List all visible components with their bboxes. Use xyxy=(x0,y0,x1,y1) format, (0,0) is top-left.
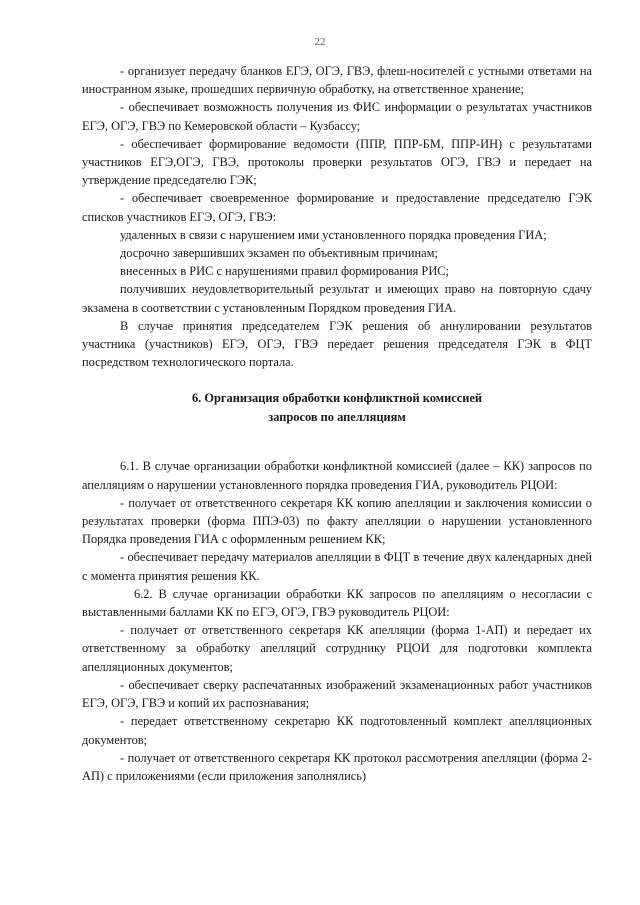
paragraph: - обеспечивает передачу материалов апелляции в ФЦТ в течение двух календарных дней с момента принятия решения КК. xyxy=(82,550,592,583)
section-5-text xyxy=(82,62,592,371)
paragraph: - передает ответственному секретарю КК подготовленный комплект апелляционных документов; xyxy=(82,714,592,747)
section-heading-line-2: запросов по апелляциям xyxy=(268,410,406,425)
paragraph: - получает от ответственного секретаря КК копию апелляции и заключения комиссии о результатах проверки (форма ППЭ-03) по факту апелляции о нарушении установленного Порядка проведения ГИА с оформленным решением КК; xyxy=(82,495,592,547)
paragraph: - получает от ответственного секретаря КК апелляции (форма 1-АП) и передает их ответственному за обработку апелляций сотруднику РЦОИ для подготовки комплекта апелляционных документов; xyxy=(82,623,592,674)
section-6-text xyxy=(82,457,592,785)
paragraph: получивших неудовлетворительный результат и имеющих право на повторную сдачу экзамена в соответствии с установленным Порядком проведения ГИА. xyxy=(82,282,592,315)
paragraph: внесенных в РИС с нарушениями правил формирования РИС; xyxy=(120,264,449,279)
paragraph: - обеспечивает сверку распечатанных изображений экзаменационных работ участников ЕГЭ, ОГЭ, ГВЭ и копий их распознавания; xyxy=(82,677,592,711)
page-number: 22 xyxy=(314,36,326,48)
section-heading-line-1: 6. Организация обработки конфликтной комиссией xyxy=(191,391,483,406)
paragraph: - получает от ответственного секретаря КК протокол рассмотрения апелляции (форма 2-АП) с приложениями (если приложения заполнялись) xyxy=(82,750,592,783)
paragraph: - обеспечивает своевременное формирование и предоставление председателю ГЭК списков участников ЕГЭ, ОГЭ, ГВЭ: xyxy=(82,191,592,224)
paragraph: - обеспечивает формирование ведомости (ППР, ППР-БМ, ППР-ИН) с результатами участников ЕГЭ,ОГЭ, ГВЭ, протоколы проверки результатов ОГЭ, ГВЭ и передает на утверждение председателю ГЭК; xyxy=(82,136,592,188)
paragraph: 6.2. В случае организации обработки КК запросов по апелляциям о несогласии с выставленными баллами КК по ЕГЭ, ОГЭ, ГВЭ руководитель РЦОИ: xyxy=(82,586,592,620)
paragraph: В случае принятия председателем ГЭК решения об аннулировании результатов участника (участников) ЕГЭ, ОГЭ, ГВЭ передает решения председателя ГЭК в ФЦТ посредством технологического портала. xyxy=(82,318,592,370)
paragraph: досрочно завершивших экзамен по объективным причинам; xyxy=(120,246,438,261)
section-heading xyxy=(82,389,592,427)
paragraph: - организует передачу бланков ЕГЭ, ОГЭ, ГВЭ, флеш-носителей с устными ответами на иностранном языке, прошедших первичную обработку, на ответственное хранение; xyxy=(82,64,592,97)
paragraph: удаленных в связи с нарушением ими установленного порядка проведения ГИА; xyxy=(120,227,547,242)
document-body xyxy=(82,62,592,785)
paragraph: - обеспечивает возможность получения из ФИС информации о результатах участников ЕГЭ, ОГЭ, ГВЭ по Кемеровской области – Кузбассу; xyxy=(82,100,592,133)
paragraph: 6.1. В случае организации обработки конфликтной комиссией (далее – КК) запросов по апелляциям о нарушении установленного порядка проведения ГИА, руководитель РЦОИ: xyxy=(82,459,592,492)
